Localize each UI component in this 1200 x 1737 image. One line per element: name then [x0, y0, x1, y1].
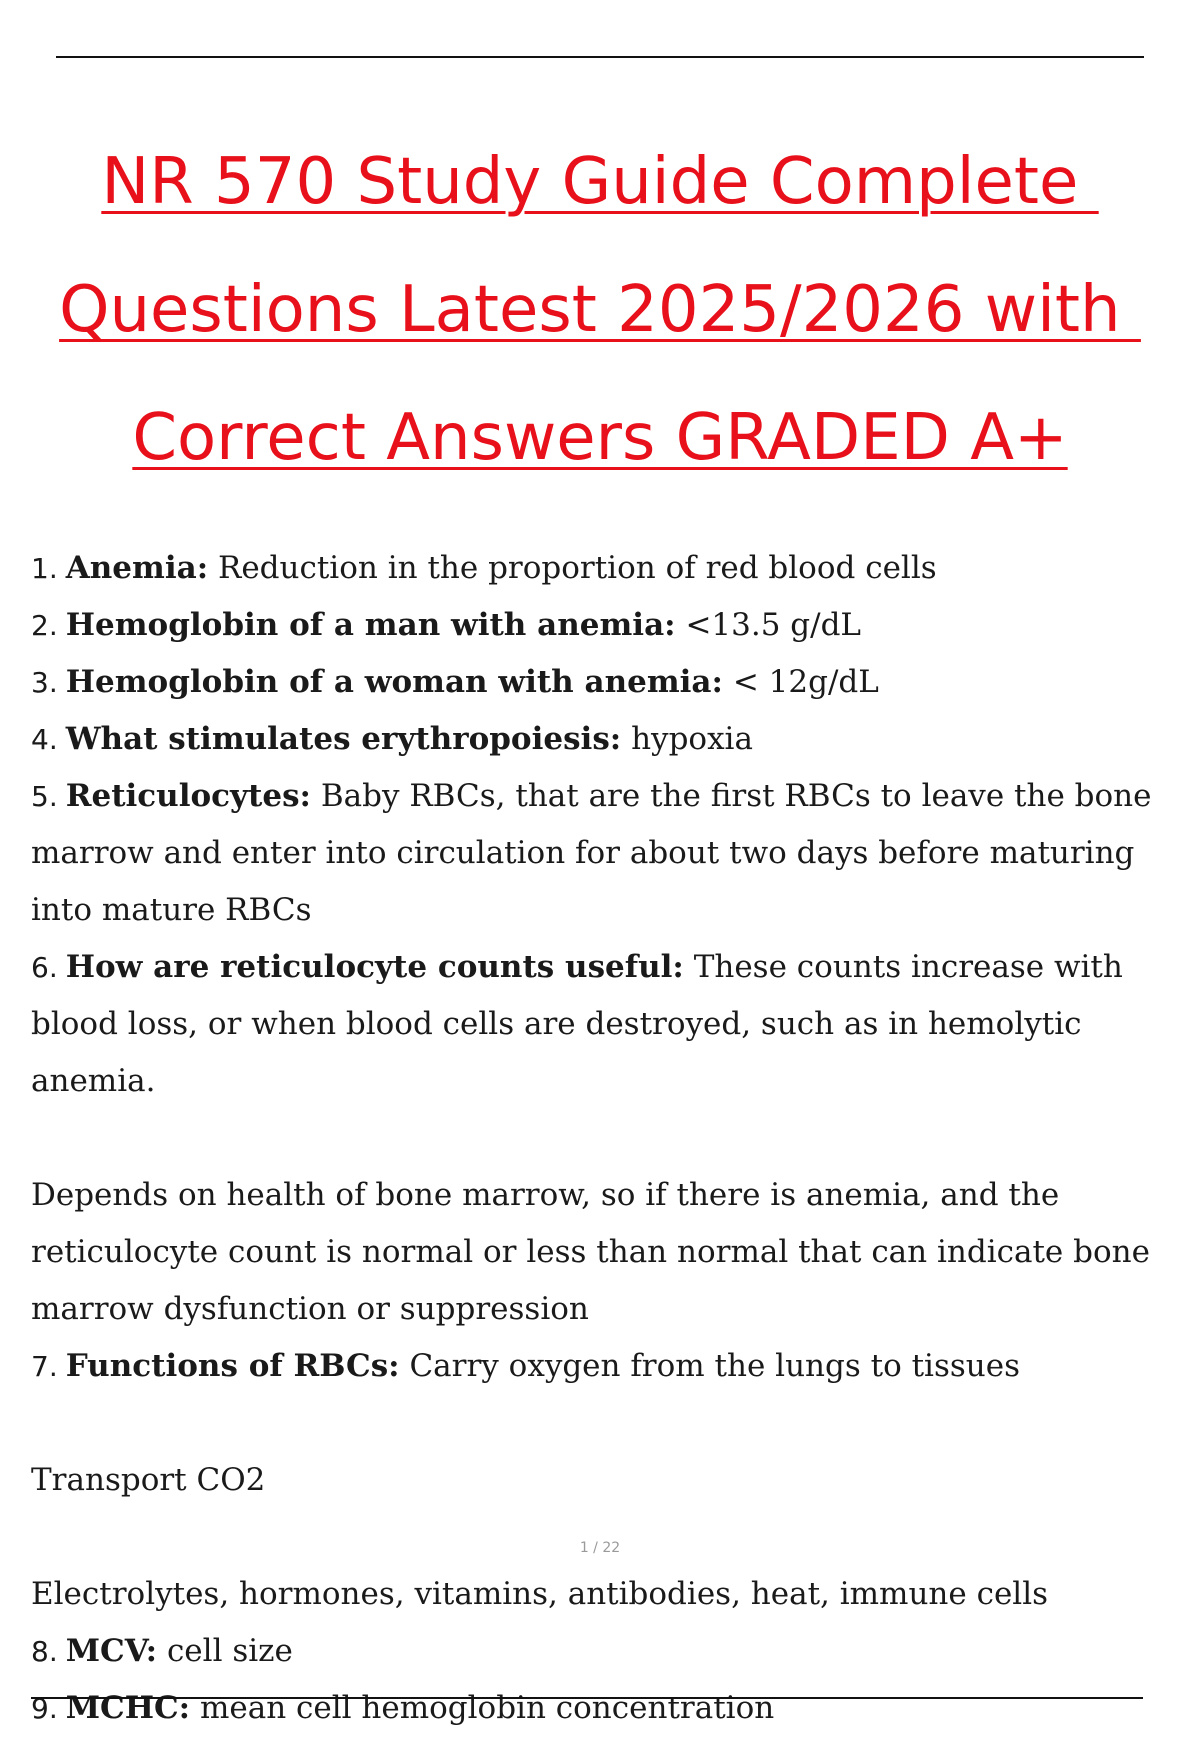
item-definition: mean cell hemoglobin concentration	[190, 1690, 775, 1726]
title-line-text: Correct Answers GRADED A+	[132, 401, 1068, 475]
document-title	[0, 118, 1200, 502]
item-definition: These counts increase with blood loss, or when blood cells are destroyed, such as in hemolytic anemia.	[31, 949, 1123, 1099]
qa-item-1	[31, 540, 1191, 597]
item-definition: Carry oxygen from the lungs to tissues	[399, 1348, 1021, 1384]
paragraph-gap	[31, 1395, 1191, 1452]
qa-item-7	[31, 1338, 1191, 1395]
transport-note: Transport CO2	[31, 1462, 266, 1498]
item-term: Reticulocytes:	[65, 778, 311, 814]
item-term: MCV:	[65, 1633, 158, 1669]
bottom-rule	[31, 1697, 1143, 1699]
item-number: 6.	[31, 951, 58, 984]
item-number: 5.	[31, 780, 58, 813]
reticulocyte-note: Depends on health of bone marrow, so if there is anemia, and the reticulocyte count is normal or less than normal that can indicate bone marrow dysfunction or suppression	[31, 1177, 1150, 1327]
qa-item-8	[31, 1623, 1191, 1680]
qa-item-4	[31, 711, 1191, 768]
item-term: Anemia:	[65, 550, 209, 586]
item-term: What stimulates erythropoiesis:	[65, 721, 622, 757]
title-line-text: NR 570 Study Guide Complete	[101, 145, 1099, 219]
item-number: 4.	[31, 723, 58, 756]
item-definition: Reduction in the proportion of red blood cells	[208, 550, 937, 586]
title-line	[0, 118, 1200, 246]
title-line-text: Questions Latest 2025/2026 with	[59, 273, 1141, 347]
qa-item-2	[31, 597, 1191, 654]
item-number: 1.	[31, 552, 58, 585]
item-term: Functions of RBCs:	[65, 1348, 400, 1384]
qa-item-3	[31, 654, 1191, 711]
item-definition: Baby RBCs, that are the first RBCs to leave the bone marrow and enter into circulation for about two days before maturing into mature RBCs	[31, 778, 1152, 928]
item-number: 2.	[31, 609, 58, 642]
item-number: 7.	[31, 1350, 58, 1383]
item-definition: hypoxia	[621, 721, 753, 757]
item-number: 8.	[31, 1635, 58, 1668]
title-line	[0, 374, 1200, 502]
item-term: MCHC:	[65, 1690, 191, 1726]
item-term: Hemoglobin of a man with anemia:	[65, 607, 676, 643]
paragraph-gap	[31, 1509, 1191, 1566]
item-number: 3.	[31, 666, 58, 699]
item-definition: cell size	[157, 1633, 293, 1669]
item-term: Hemoglobin of a woman with anemia:	[65, 664, 723, 700]
title-line	[0, 246, 1200, 374]
page-indicator: 1 / 22	[579, 1540, 621, 1556]
qa-item-9	[31, 1680, 1191, 1737]
item-term: How are reticulocyte counts useful:	[65, 949, 684, 985]
item-definition: < 12g/dL	[722, 664, 879, 700]
qa-item-6	[31, 939, 1191, 1110]
top-rule	[56, 56, 1144, 58]
item-definition: <13.5 g/dL	[675, 607, 862, 643]
qa-item-5	[31, 768, 1191, 939]
electrolytes-note: Electrolytes, hormones, vitamins, antibodies, heat, immune cells	[31, 1576, 1049, 1612]
study-guide-content	[31, 540, 1191, 1737]
paragraph-gap	[31, 1110, 1191, 1167]
item-number: 9.	[31, 1692, 58, 1725]
